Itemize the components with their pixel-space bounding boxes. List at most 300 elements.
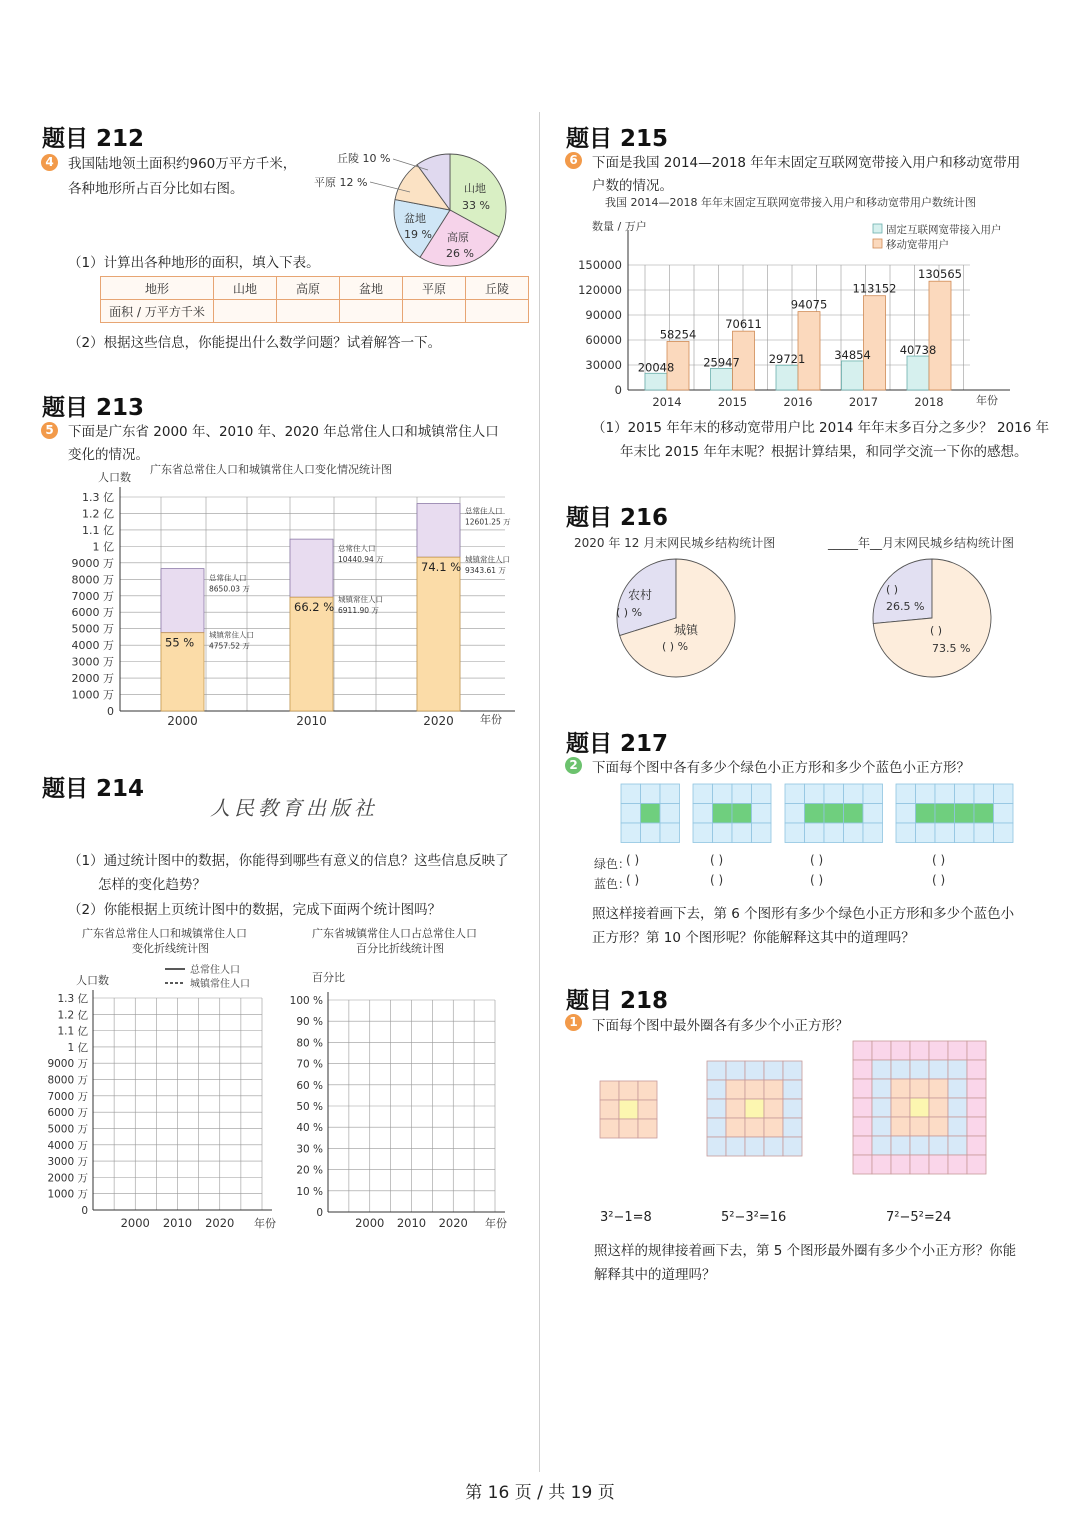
blue-square [785, 804, 805, 824]
table-header: 高原 [277, 277, 340, 300]
p215-q1b: 年末比 2015 年年末呢？根据计算结果，和同学交流一下你的感想。 [620, 444, 1028, 460]
ring-square [638, 1100, 657, 1119]
p214-title: 题目 214 [42, 776, 145, 802]
blue-square [732, 784, 752, 804]
ring-square [745, 1061, 764, 1080]
ring-square [619, 1100, 638, 1119]
y-tick-label: 6000 万 [47, 1107, 88, 1120]
p217-title: 题目 217 [566, 731, 669, 757]
p212-text1: 我国陆地领土面积约960万平方千米， [68, 156, 297, 172]
percent-label: 66.2 % [294, 600, 335, 615]
p213-text2: 变化的情况。 [68, 447, 149, 463]
x-tick-label: 2020 [438, 1216, 468, 1230]
y-tick-label: 40 % [296, 1122, 323, 1135]
urban-name-label: 城镇常住人口 [209, 630, 254, 640]
ring-square [910, 1041, 929, 1060]
ring-square [726, 1118, 745, 1137]
legend-mobile-label: 移动宽带用户 [886, 239, 949, 251]
x-tick-label: 2000 [167, 714, 198, 728]
ring-square [967, 1117, 986, 1136]
legend-total-label: 总常住人口 [190, 965, 240, 976]
table-cell-blank[interactable] [214, 300, 277, 323]
table-header: 盆地 [340, 277, 403, 300]
blue-square [621, 823, 641, 843]
y-tick-label: 90 % [296, 1016, 323, 1029]
ring-square [948, 1079, 967, 1098]
y-tick-label: 90000 [585, 308, 622, 322]
y-tick-label: 30 % [296, 1143, 323, 1156]
x-tick-label: 2010 [296, 714, 327, 728]
p216-label-26: 26.5 % [886, 600, 925, 613]
y-tick-label: 1.1 亿 [82, 523, 114, 537]
blue-square [621, 784, 641, 804]
ring-square [948, 1060, 967, 1079]
bar-fixed-2017 [842, 361, 864, 390]
p216-label-blank-top: ( ) [886, 583, 899, 596]
p217-green-label: 绿色： [594, 857, 631, 871]
p217-square-patterns [615, 780, 1035, 850]
table-cell-blank[interactable] [277, 300, 340, 323]
green-square [955, 804, 975, 824]
y-tick-label: 8000 万 [47, 1074, 88, 1087]
value-label-fixed: 29721 [768, 352, 806, 367]
ring-square [764, 1118, 783, 1137]
blue-square [974, 784, 994, 804]
blue-square [863, 804, 883, 824]
ring-square [707, 1061, 726, 1080]
answer-blank-blue-2[interactable]: ( ) [710, 873, 724, 887]
y-tick-label: 100 % [289, 995, 323, 1007]
y-tick-label: 8000 万 [71, 573, 114, 587]
y-tick-label: 2000 万 [71, 672, 114, 686]
p214-chart2-title2: 百分比折线统计图 [356, 942, 444, 955]
y-tick-label: 1 亿 [92, 540, 114, 554]
column-divider [539, 112, 540, 1472]
ring-square [745, 1118, 764, 1137]
answer-blank-green-2[interactable]: ( ) [710, 853, 724, 867]
value-label-mobile: 130565 [918, 267, 962, 282]
ring-square [853, 1060, 872, 1079]
ring-square [891, 1079, 910, 1098]
value-label-fixed: 20048 [637, 360, 675, 375]
p218-square-rings [590, 1036, 1000, 1181]
urban-name-label: 城镇常住人口 [338, 595, 383, 605]
ring-square [600, 1119, 619, 1138]
ring-square [872, 1079, 891, 1098]
x-tick-label: 2014 [652, 395, 682, 409]
green-square [805, 804, 825, 824]
p217-badge: 2 [565, 757, 582, 774]
table-header: 平原 [403, 277, 466, 300]
ring-square [600, 1081, 619, 1100]
y-tick-label: 20 % [296, 1164, 323, 1177]
ring-square [891, 1098, 910, 1117]
y-tick-label: 4000 万 [71, 639, 114, 653]
p214-line-chart-blank-2 [285, 955, 520, 1235]
ring-square [929, 1136, 948, 1155]
ring-square [910, 1117, 929, 1136]
ring-square [783, 1061, 802, 1080]
ring-square [726, 1099, 745, 1118]
y-tick-label: 1 亿 [67, 1041, 88, 1054]
ring-square [783, 1080, 802, 1099]
legend-fixed-label: 固定互联网宽带接入用户 [886, 224, 1002, 236]
urban-name-label: 城镇常住人口 [465, 555, 510, 565]
y-tick-label: 60 % [296, 1079, 323, 1092]
table-header: 山地 [214, 277, 277, 300]
bar-fixed-2015 [711, 368, 733, 390]
ring-square [707, 1080, 726, 1099]
y-tick-label: 50 % [296, 1101, 323, 1113]
green-square [974, 804, 994, 824]
p215-text2: 户数的情况。 [592, 178, 673, 194]
ring-square [783, 1137, 802, 1156]
ring-square [707, 1099, 726, 1118]
value-label-mobile: 113152 [852, 281, 897, 296]
p217-follow1: 照这样接着画下去，第 6 个图形有多少个绿色小正方形和多少个蓝色小 [592, 906, 1015, 922]
ring-square [853, 1041, 872, 1060]
y-tick-label: 1.2 亿 [82, 507, 114, 521]
y-tick-label: 1000 万 [47, 1188, 88, 1201]
p217-follow2: 正方形？第 10 个图形呢？你能解释这其中的道理吗？ [592, 930, 915, 946]
blue-square [994, 804, 1014, 824]
ring-square [764, 1137, 783, 1156]
ring-square [910, 1155, 929, 1174]
p218-follow2: 解释其中的道理吗？ [594, 1267, 716, 1283]
p213-badge: 5 [41, 422, 58, 439]
y-tick-label: 150000 [578, 258, 622, 272]
ring-square [967, 1098, 986, 1117]
total-name-label: 总常住人口 [209, 573, 247, 583]
blue-square [641, 784, 661, 804]
urban-value-label: 6911.90 万 [338, 606, 379, 616]
p212-title: 题目 212 [42, 126, 145, 152]
blue-square [805, 784, 825, 804]
ring-square [872, 1155, 891, 1174]
blue-square [896, 823, 916, 843]
ring-square [872, 1098, 891, 1117]
p216-label-rural: 农村 [628, 588, 653, 602]
p212-badge: 4 [41, 154, 58, 171]
table-header: 丘陵 [466, 277, 529, 300]
ring-square [948, 1155, 967, 1174]
ring-square [783, 1118, 802, 1137]
p212-label-shandi-pct: 33 % [462, 199, 490, 212]
ring-square [853, 1079, 872, 1098]
green-square [713, 804, 733, 824]
p213-xlabel: 年份 [480, 713, 502, 726]
y-tick-label: 0 [614, 383, 622, 397]
publisher-watermark: 人民教育出版社 [210, 796, 378, 820]
blue-square [844, 823, 864, 843]
blue-square [785, 784, 805, 804]
p216-chart1-title: 2020 年 12 月末网民城乡结构统计图 [574, 536, 776, 550]
ring-square [872, 1136, 891, 1155]
y-tick-label: 3000 万 [47, 1156, 88, 1169]
blue-square [660, 804, 680, 824]
y-tick-label: 0 [81, 1205, 88, 1217]
ring-square [929, 1079, 948, 1098]
ring-square [783, 1099, 802, 1118]
ring-square [891, 1136, 910, 1155]
p215-q1a: （1）2015 年年末的移动宽带用户比 2014 年年末多百分之多少？ 2016 年 [592, 420, 1050, 436]
blue-square [713, 823, 733, 843]
percent-label: 55 % [165, 635, 195, 650]
y-tick-label: 0 [107, 705, 114, 718]
x-axis-label: 年份 [976, 394, 998, 407]
blue-square [916, 784, 936, 804]
bar-urban-2020 [417, 557, 460, 711]
blue-square [693, 823, 713, 843]
bar-total-2020 [417, 504, 460, 558]
p214-line-chart-blank-1 [40, 955, 280, 1235]
p216-label-rural-pct: ( ) % [616, 606, 643, 619]
ring-square [910, 1136, 929, 1155]
p213-ylabel: 人口数 [98, 471, 131, 484]
blue-square [732, 823, 752, 843]
y-tick-label: 9000 万 [47, 1058, 88, 1071]
ring-square [948, 1136, 967, 1155]
p218-text: 下面每个图中最外圈各有多少个小正方形？ [592, 1018, 849, 1034]
green-square [641, 804, 661, 824]
ring-square [929, 1117, 948, 1136]
p214-chart1-ylabel: 人口数 [76, 974, 109, 987]
ring-square [967, 1136, 986, 1155]
p214-q1b: 怎样的变化趋势？ [98, 877, 206, 893]
p212-area-table [100, 276, 529, 323]
ring-square [853, 1098, 872, 1117]
p212-label-shandi: 山地 [464, 182, 486, 195]
ring-square [891, 1155, 910, 1174]
x-tick-label: 2020 [423, 714, 454, 728]
p214-q2: （2）你能根据上页统计图中的数据，完成下面两个统计图吗？ [68, 902, 442, 918]
bar-mobile-2016 [798, 312, 820, 390]
legend-urban-label: 城镇常住人口 [190, 979, 250, 990]
blue-square [752, 784, 772, 804]
ring-square [853, 1155, 872, 1174]
blue-square [752, 823, 772, 843]
ring-square [764, 1099, 783, 1118]
blue-square [994, 823, 1014, 843]
ring-square [910, 1098, 929, 1117]
p212-label-gaoyuan: 高原 [447, 231, 469, 244]
table-cell-blank[interactable] [340, 300, 403, 323]
ring-square [948, 1041, 967, 1060]
total-value-label: 12601.25 万 [465, 517, 511, 527]
green-square [824, 804, 844, 824]
green-square [916, 804, 936, 824]
ring-square [929, 1041, 948, 1060]
ring-square [948, 1117, 967, 1136]
table-header: 地形 [101, 277, 214, 300]
answer-blank-green-1[interactable]: ( ) [626, 853, 640, 867]
ring-square [872, 1060, 891, 1079]
p212-label-pendi: 盆地 [404, 212, 426, 225]
p218-title: 题目 218 [566, 988, 669, 1014]
ring-square [619, 1081, 638, 1100]
ring-square [745, 1137, 764, 1156]
blue-square [955, 823, 975, 843]
green-square [732, 804, 752, 824]
legend-fixed-swatch [873, 224, 882, 233]
p216-pie-chart-1 [600, 550, 760, 690]
y-tick-label: 1.3 亿 [57, 993, 88, 1005]
blue-square [785, 823, 805, 843]
blue-square [896, 784, 916, 804]
y-tick-label: 7000 万 [71, 589, 114, 603]
p215-bar-chart [560, 212, 1040, 412]
ring-square [967, 1155, 986, 1174]
table-row-label: 面积 / 万平方千米 [101, 300, 214, 323]
y-tick-label: 4000 万 [47, 1139, 88, 1152]
ring-square [764, 1061, 783, 1080]
x-tick-label: 2017 [848, 395, 879, 409]
p216-label-urban-pct: ( ) % [662, 640, 689, 653]
p212-text2: 各种地形所占百分比如右图。 [68, 181, 244, 197]
blue-square [824, 823, 844, 843]
x-tick-label: 2010 [162, 1216, 193, 1230]
ring-square [745, 1080, 764, 1099]
p216-label-urban: 城镇 [674, 623, 699, 637]
blue-square [935, 784, 955, 804]
blue-square [844, 784, 864, 804]
p215-title: 题目 215 [566, 126, 669, 152]
y-tick-label: 2000 万 [47, 1172, 88, 1185]
p212-label-pendi-pct: 19 % [404, 228, 432, 241]
total-name-label: 总常住人口 [465, 506, 503, 516]
green-square [935, 804, 955, 824]
blue-square [955, 784, 975, 804]
y-tick-label: 7000 万 [47, 1090, 88, 1103]
ring-square [967, 1060, 986, 1079]
p212-label-pingyuan: 平原 12 % [314, 176, 368, 189]
bar-total-2010 [290, 539, 333, 597]
legend-mobile-swatch [873, 239, 882, 248]
y-tick-label: 9000 万 [71, 556, 114, 570]
p213-text1: 下面是广东省 2000 年、2010 年、2020 年总常住人口和城镇常住人口 [68, 424, 499, 440]
blue-square [660, 784, 680, 804]
ring-square [872, 1117, 891, 1136]
p218-equation-3: 7²−5²=24 [886, 1210, 952, 1225]
p216-label-blank-bottom: ( ) [930, 624, 943, 637]
blue-square [974, 823, 994, 843]
blue-square [863, 784, 883, 804]
ring-square [929, 1060, 948, 1079]
ring-square [638, 1081, 657, 1100]
table-cell-blank[interactable] [466, 300, 529, 323]
ring-square [600, 1100, 619, 1119]
page-footer: 第 16 页 / 共 19 页 [465, 1483, 615, 1503]
value-label-fixed: 40738 [899, 343, 937, 358]
ring-square [929, 1098, 948, 1117]
table-cell-blank[interactable] [403, 300, 466, 323]
blue-square [916, 823, 936, 843]
blue-square [805, 823, 825, 843]
total-value-label: 10440.94 万 [338, 555, 384, 565]
ring-square [891, 1060, 910, 1079]
p218-equation-2: 5²−3²=16 [721, 1210, 787, 1225]
p214-chart1-title1: 广东省总常住人口和城镇常住人口 [82, 927, 247, 940]
value-label-mobile: 58254 [659, 327, 697, 342]
ring-square [764, 1080, 783, 1099]
y-tick-label: 6000 万 [71, 606, 114, 620]
green-square [844, 804, 864, 824]
ring-square [891, 1041, 910, 1060]
blue-square [896, 804, 916, 824]
ring-square [619, 1119, 638, 1138]
answer-blank-blue-3[interactable]: ( ) [810, 873, 824, 887]
p214-chart1-xlabel: 年份 [254, 1217, 276, 1230]
total-name-label: 总常住人口 [338, 544, 376, 554]
ring-square [745, 1099, 764, 1118]
answer-blank-blue-4[interactable]: ( ) [932, 873, 946, 887]
p212-pie-chart [300, 140, 520, 275]
answer-blank-blue-1[interactable]: ( ) [626, 873, 640, 887]
blue-square [693, 804, 713, 824]
p216-label-73: 73.5 % [932, 642, 971, 655]
p214-chart1-title2: 变化折线统计图 [132, 942, 209, 955]
p218-follow1: 照这样的规律接着画下去，第 5 个图形最外圈有多少个小正方形？你能 [594, 1243, 1017, 1259]
y-tick-label: 5000 万 [71, 622, 114, 636]
blue-square [824, 784, 844, 804]
ring-square [967, 1041, 986, 1060]
y-axis-label: 数量 / 万户 [592, 220, 647, 233]
y-tick-label: 3000 万 [71, 655, 114, 669]
answer-blank-green-4[interactable]: ( ) [932, 853, 946, 867]
p216-title: 题目 216 [566, 505, 669, 531]
blue-square [935, 823, 955, 843]
answer-blank-green-3[interactable]: ( ) [810, 853, 824, 867]
blue-square [713, 784, 733, 804]
x-tick-label: 2000 [120, 1216, 150, 1230]
y-tick-label: 30000 [585, 358, 622, 372]
y-tick-label: 1.3 亿 [82, 491, 114, 504]
p214-chart2-title1: 广东省城镇常住人口占总常住人口 [312, 927, 477, 940]
percent-label: 74.1 % [421, 560, 462, 575]
p213-title: 题目 213 [42, 395, 145, 421]
ring-square [910, 1079, 929, 1098]
bar-mobile-2017 [864, 296, 886, 390]
urban-value-label: 4757.52 万 [209, 641, 250, 651]
p212-label-gaoyuan-pct: 26 % [446, 247, 474, 260]
blue-square [994, 784, 1014, 804]
p215-chart-title: 我国 2014—2018 年年末固定互联网宽带接入用户和移动宽带用户数统计图 [605, 196, 976, 209]
blue-square [660, 823, 680, 843]
y-tick-label: 80 % [296, 1037, 323, 1050]
bar-fixed-2016 [776, 365, 798, 390]
x-tick-label: 2015 [717, 395, 748, 409]
ring-square [853, 1117, 872, 1136]
value-label-fixed: 34854 [834, 347, 871, 362]
value-label-mobile: 94075 [790, 297, 828, 312]
p215-badge: 6 [565, 152, 582, 169]
blue-square [621, 804, 641, 824]
x-tick-label: 2000 [355, 1216, 385, 1230]
ring-square [853, 1136, 872, 1155]
p212-q1: （1）计算出各种地形的面积，填入下表。 [68, 255, 320, 271]
blue-square [641, 823, 661, 843]
y-tick-label: 120000 [578, 283, 622, 297]
ring-square [638, 1119, 657, 1138]
ring-square [910, 1060, 929, 1079]
ring-square [726, 1061, 745, 1080]
p212-label-qiuling: 丘陵 10 % [337, 152, 391, 165]
p218-badge: 1 [565, 1014, 582, 1031]
ring-square [707, 1137, 726, 1156]
ring-square [948, 1098, 967, 1117]
y-tick-label: 5000 万 [47, 1123, 88, 1136]
bar-urban-2010 [290, 597, 333, 711]
